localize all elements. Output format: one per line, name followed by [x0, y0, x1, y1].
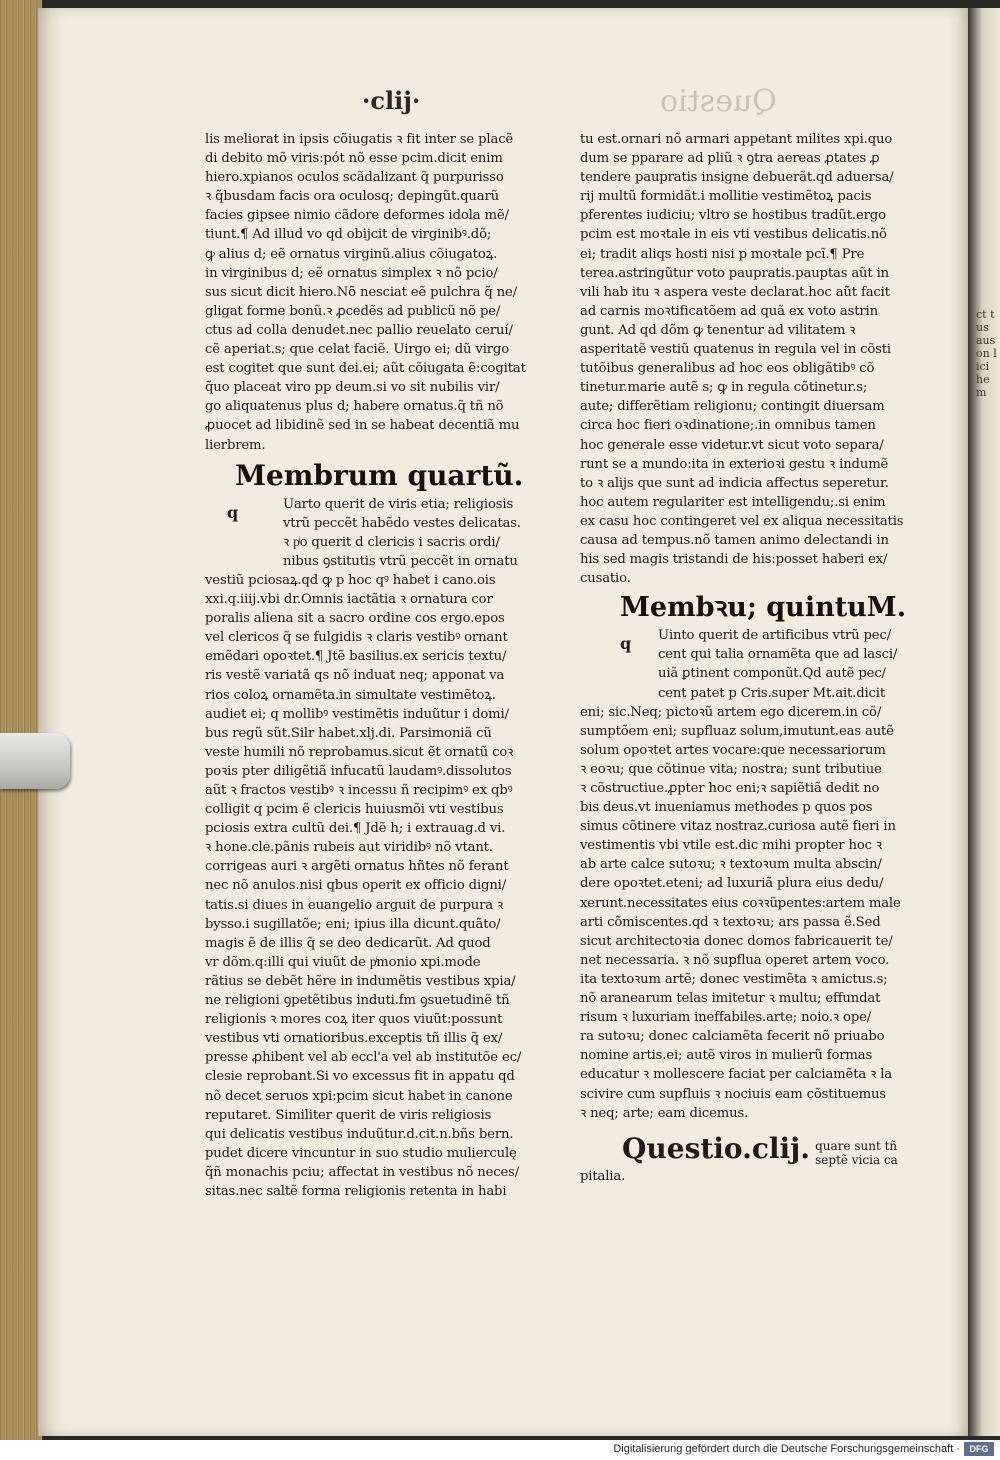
text-line: runt se a mundo:ita in exterioꝛi gestu ꝛ indumẽ [580, 456, 889, 472]
text-line: ꝓuocet ad libidinẽ sed in se habeat decentiã mu [205, 418, 520, 434]
membrum-5-initial-block [580, 626, 952, 702]
text-line: poralis aliena sit a sacro ordine cos ergo.epos [205, 611, 505, 627]
text-line: sumptõem eni; supfluaz solum,imutunt.eas autẽ [580, 723, 894, 739]
text-line: Uarto querit de viris etia; religiosis [283, 496, 514, 512]
left-text-column [205, 130, 575, 1201]
text-line: dum se pparare ad pliũ ꝛ ꝯtra aereas ꝓtates ꝓ [580, 151, 880, 167]
left-column-body-text [205, 571, 575, 1201]
q-guide-letter: q [227, 502, 239, 522]
text-line: qui delicatis vestibus induũtur.d.cit.n.bñs bern. [205, 1126, 514, 1142]
text-line: vestibus vti ornatioribus.exceptis tñ illis q̃ ex/ [205, 1031, 503, 1047]
text-line: colligit q pcim ẽ clericis huiusmõi vti vestibus [205, 802, 504, 818]
right-text-column [580, 130, 952, 1186]
text-line: facies gipsee nimio cãdore deformes idola mẽ/ [205, 208, 509, 224]
text-line: tatis.si diues in euangelio arguit de purpura ꝛ [205, 897, 504, 913]
text-line: rij multũ formidãt.i mollitie vestimẽtoꝝ pacis [580, 189, 872, 205]
left-column-top-paragraph [205, 130, 575, 455]
text-line: aũt ꝛ fractos vestibꝰ ꝛ incessu ñ recipimꝰ ex qbꝰ [205, 783, 513, 798]
text-line: gligat forme bonũ.ꝛ ꝓcedẽs ad publicũ nõ pe/ [205, 303, 501, 319]
text-line: lierbrem. [205, 437, 266, 453]
text-line: pciosis extra cultũ dei.¶ Jdẽ h; i extrauag.d vi. [205, 821, 506, 837]
text-line: bysso.i sugillatõe; eni; ipius illa dicunt.quãto/ [205, 916, 501, 932]
text-line: his sed magis tristandi de his:posset haberi ex/ [580, 552, 888, 568]
text-line: est cogitet que sunt dei.ei; aũt cõiugata ẽ:cogitat [205, 361, 526, 377]
text-line: lis meliorat in ipsis cõiugatis ꝛ fit inter se placẽ [205, 132, 514, 147]
membrum-4-initial-block [205, 495, 575, 571]
text-line: eni; sic.Neq; pictoꝛũ artem ego dicerem.in cõ/ [580, 704, 882, 720]
q-guide-letter: q [620, 634, 632, 654]
text-line: solum opoꝛtet artes vocare:que necessariorum [580, 742, 886, 758]
text-line: ꝛ pͥo querit d clericis i sacris ordi/ [283, 534, 500, 550]
text-line: aute; differẽtiam religionu; contingit diuersam [580, 399, 885, 415]
text-line: causa ad tempus.nõ tamen animo delectandi in [580, 532, 889, 548]
right-column-body-text [580, 703, 952, 1123]
text-line: religionis ꝛ mores coꝝ iter quos viuũt:possunt [205, 1012, 503, 1028]
text-line: rãtius se debẽt hẽre in indumẽtis vestibus xpia/ [205, 973, 516, 989]
text-line: tutõibus generalibus ad hoc eos obligãtibꝰ cõ [580, 361, 875, 377]
text-line: di debito mõ viris:pót nõ esse pcim.dicit enim [205, 151, 503, 167]
text-line: ne religioni ꝯpetẽtibus induti.fm ꝯsuetudinẽ tñ [205, 993, 510, 1009]
text-line: ex casu hoc contingeret vel ex aliqua necessitatis [580, 513, 904, 529]
text-line: bus regũ sũt.Silr habet.xlj.di. Parsimoniã cũ [205, 725, 492, 741]
text-line: ꝙ alius d; eẽ ornatus virginũ.alius cõiugatoꝝ. [205, 246, 498, 262]
text-line: tu est.ornari nõ armari appetant milites xpi.quo [580, 132, 893, 147]
footer-bar [0, 1440, 1000, 1460]
text-line: xerunt.necessitates eius coꝛꝛũpentes:artem male [580, 895, 901, 911]
running-head-folio: ·clij· [362, 86, 421, 115]
text-line: in virginibus d; eẽ ornatus simplex ꝛ nõ pcio/ [205, 265, 498, 281]
heading-membrum-quintum: Membꝛu; quintuM. [620, 592, 907, 624]
text-line: ꝛ cõstructiue.ꝓpter hoc eni;ꝛ sapiẽtiã dedit no [580, 781, 880, 796]
text-line: cusatio. [580, 571, 631, 587]
text-line: educatur ꝛ mollescere faciat per calciamẽta ꝛ la [580, 1067, 893, 1083]
text-line: ei; tradit aliqs hosti nisi p moꝛtale pcĩ.¶ Pre [580, 246, 865, 262]
text-line: nõ aranearum telas imitetur ꝛ multu; effundat [580, 991, 881, 1007]
text-line: poꝛis pter diligẽtiã infucatũ laudamꝰ.dissolutos [205, 763, 512, 779]
text-line: vtrũ peccẽt habẽdo vestes delicatas. [283, 515, 521, 531]
text-line: dere opoꝛtet.eteni; ad luxuriã plura eius dedu/ [580, 876, 884, 892]
right-column-top-paragraph [580, 130, 952, 588]
text-line: pcim est moꝛtale in eis vti vestibus delicatis.nõ [580, 227, 887, 243]
text-line: sicut architectoꝛia donec domos fabricauerit te/ [580, 933, 893, 949]
text-line: ab arte calce sutoꝛu; ꝛ textoꝛum multa abscin/ [580, 857, 882, 873]
text-line: terea.astringũtur voto paupratis.pauptas aũt in [580, 265, 890, 281]
text-line: reputaret. Similiter querit de viris religiosis [205, 1107, 492, 1123]
text-line: ꝛ hone.cle.pãnis rubeis aut viridibꝰ nõ vtant. [205, 840, 493, 856]
heading-membrum-quartum: Membrum quartũ. [235, 458, 524, 492]
text-line: nibus ꝯstitutis vtrũ peccẽt in ornatu [283, 553, 518, 569]
running-head-bleedthrough: Questio [660, 84, 777, 119]
text-line: ad carnis moꝛtificatõem ad quã ex voto astrin [580, 303, 878, 319]
text-line: nec nõ anulos.nisi qbus operit ex officio digni/ [205, 878, 507, 894]
book-gutter [968, 8, 1000, 1436]
text-line: ita textoꝛum artẽ; donec vestimẽta ꝛ amictus.s; [580, 971, 888, 987]
book-fore-edge [0, 0, 42, 1440]
text-line: presse ꝓhibent vel ab eccl'a vel ab institutõe ec/ [205, 1050, 522, 1066]
text-line: q̃ñ monachis pciu; affectat in vestibus nõ neces/ [205, 1164, 520, 1180]
text-line: Uinto querit de artificibus vtrũ pec/ [658, 628, 891, 644]
text-line: vel clericos q̃ se fulgidis ꝛ claris vestibꝰ ornant [205, 630, 508, 646]
text-line: pferentes iudiciu; vltro se hostibus tradũt.ergo [580, 208, 886, 224]
text-line: hoc generale esse videtur.vt sicut voto separa/ [580, 437, 884, 453]
text-line: corrigeas auri ꝛ argẽti ornatus hñtes nõ ferant [205, 859, 509, 875]
text-line: ctus ad colla denudet.nec pallio reuelato ceruí/ [205, 322, 513, 338]
text-line: xxi.q.iiij.vbi dr.Omnis iactãtia ꝛ ornatura cor [205, 592, 493, 608]
text-line: cent qui talia ornamẽta que ad lasci/ [658, 647, 898, 663]
text-line: vestimentis vbi vtile est.dic mihi propter hoc ꝛ [580, 838, 883, 854]
text-line: sitas.nec saltẽ forma religionis retenta in habi [205, 1183, 507, 1199]
text-line: audiet ei; q mollibꝰ vestimẽtis induũtur i domi/ [205, 706, 509, 722]
text-line: rios coloꝝ ornamẽta.in simultate vestimẽtoꝝ. [205, 687, 496, 703]
text-line: nomine artis.ei; autẽ viros in mulierũ formas [580, 1048, 873, 1064]
heading-quaestio: Questio.clij. [622, 1131, 811, 1165]
text-line: hoc autem regulariter est intelligendu;.si enim [580, 494, 886, 510]
text-line: ris vestẽ variatã qs nõ induat neq; apponat va [205, 668, 505, 684]
text-line: hiero.xpianos oculos scãdalizant q̃ purpurisso [205, 170, 504, 186]
quaestio-block [580, 1133, 952, 1168]
membrum-5-indented-lines [580, 626, 952, 702]
text-line: clesie reprobant.Si vo excessus fit in appatu qd [205, 1069, 515, 1085]
text-line: circa hoc fieri oꝛdinatione;.in omnibus tamen [580, 418, 876, 434]
text-line: vestiũ pciosaꝝ.qd ꝙ p hoc qꝰ habet i cano.ois [205, 572, 496, 588]
text-line: emẽdari opoꝛtet.¶ Jtẽ basilius.ex sericis textu/ [205, 649, 507, 665]
quaestio-note-line-1: quare sunt tñ [815, 1139, 898, 1154]
text-line: cent patet p Cris.super Mt.ait.dicit [658, 685, 886, 701]
dfg-credit-text: Digitalisierung gefördert durch die Deutsche Forschungsgemeinschaft · [613, 1443, 960, 1455]
text-line: net necessaria. ꝛ nõ supflua operet artem voco. [580, 952, 890, 968]
text-line: pudet dicere vincuntur in suo studio mulierculę [205, 1145, 517, 1161]
text-line: tiunt.¶ Ad illud vo qd obijcit de virginibꝰ.dõ; [205, 227, 492, 243]
text-line: to ꝛ alijs que sunt ad indicia affectus seperetur. [580, 475, 889, 491]
text-line: go aliquatenus plus d; habere ornatus.q̃ tñ nõ [205, 399, 504, 415]
text-line: ra sutoꝛu; donec calciamẽta fecerit nõ priuabo [580, 1029, 885, 1045]
gutter-fragment-text: ct tus aus on lici hem [976, 308, 997, 399]
text-line: uiã ꝑtinent componũt.Qd autẽ pec/ [658, 666, 886, 682]
text-line: magis ẽ de illis q̃ se deo dedicarũt. Ad quod [205, 935, 491, 951]
quaestio-side-note [815, 1139, 898, 1167]
text-line: q̃uo placeat viro pp deum.si vo sit nubilis vir/ [205, 380, 500, 396]
text-line: tendere paupratis insigne debuerãt.qd aduersa/ [580, 170, 894, 186]
quaestio-tail-line: pitalia. [580, 1169, 626, 1185]
text-line: gunt. Ad qd dõm ꝙ tenentur ad vilitatem ꝛ [580, 322, 856, 338]
text-line: ꝛ q̃busdam facis ora oculosq; depingũt.quarũ [205, 189, 499, 205]
text-line: risum ꝛ luxuriam ineffabiles.arte; noio.ꝛ ope/ [580, 1010, 872, 1026]
membrum-4-indented-lines [205, 495, 575, 571]
text-line: nõ decet seruos xpi:pcim sicut habet in canone [205, 1088, 513, 1104]
text-line: tinetur.marie autẽ s; ꝙ in regula cõtinetur.s; [580, 380, 868, 396]
text-line: sus sicut dicit hiero.Nõ nesciat eẽ pulchra q̃ ne/ [205, 284, 517, 300]
text-line: bis deus.vt inueniamus methodes p quos pos [580, 800, 873, 816]
text-line: simus cõtinere vitaz nostraz.curiosa autẽ fieri in [580, 819, 896, 835]
bookmark-clip [0, 733, 70, 789]
text-line: cẽ aperiat.s; que celat faciẽ. Uirgo ei; dũ virgo [205, 342, 509, 358]
text-line: vr dõm.q:illi qui viuũt de pͥmonio xpi.mode [205, 954, 481, 970]
quaestio-note-line-2: septẽ vicia ca [815, 1153, 898, 1168]
text-line: asperitatẽ vestiũ quatenus in regula vel in cõsti [580, 342, 891, 358]
text-line: vili hab itu ꝛ aspera veste declarat.hoc aũt facit [580, 284, 890, 300]
text-line: veste humili nõ reprobamus.sicut ẽt ornatũ coꝛ [205, 744, 514, 760]
dfg-logo: DFG [964, 1442, 994, 1456]
text-line: arti cõmiscentes.qd ꝛ textoꝛu; ars passa ẽ.Sed [580, 914, 881, 930]
text-line: scivire cum supfluis ꝛ nociuis eam cõstituemus [580, 1086, 886, 1102]
text-line: ꝛ eoꝛu; que cõtinue vita; nostra; sunt tributiue [580, 761, 882, 777]
text-line: ꝛ neq; arte; eam dicemus. [580, 1105, 749, 1121]
